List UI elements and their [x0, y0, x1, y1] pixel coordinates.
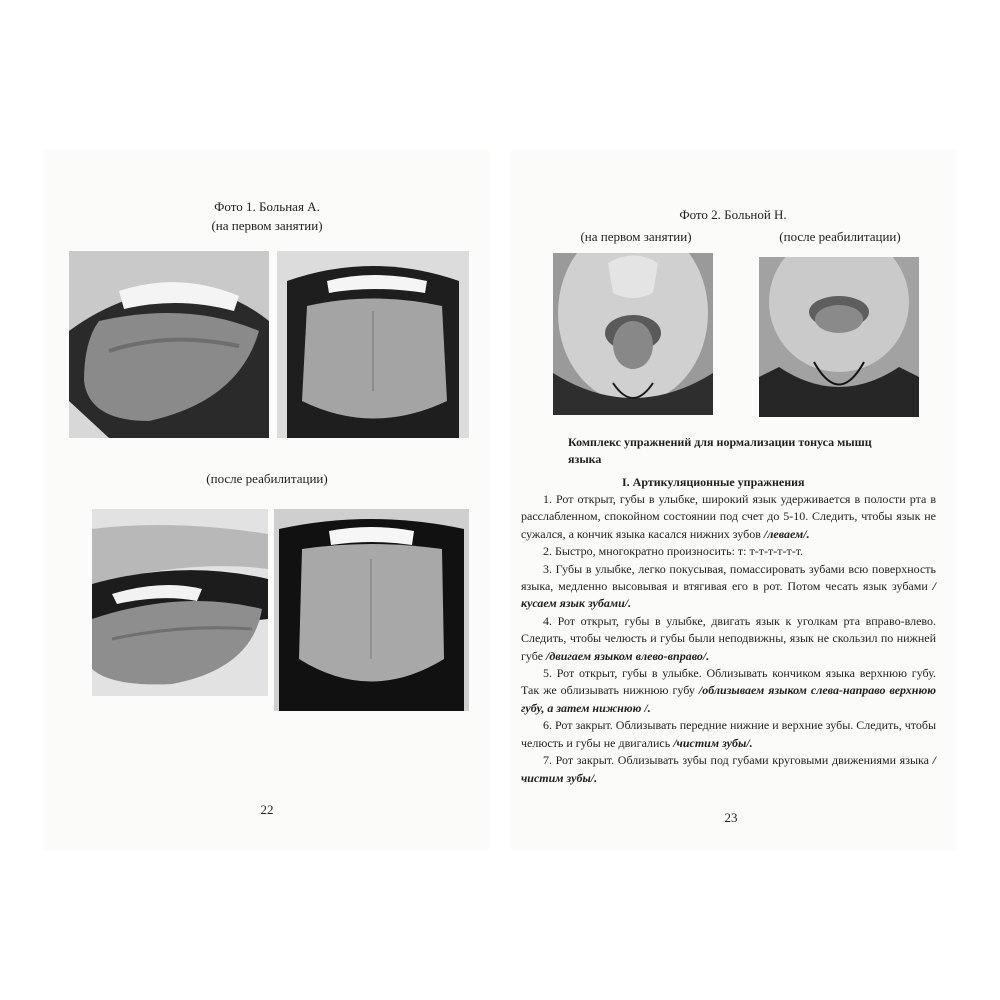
- photo-a-first-front: [277, 251, 469, 438]
- exercise-item: [521, 717, 936, 752]
- photo2-caption: Фото 2. Больной Н.: [679, 207, 787, 222]
- photo1-caption-line1: Фото 1. Больная А.: [214, 199, 320, 214]
- exercise-emphasis: /облизываем языком слева-направо верхнюю губу, а затем нижнюю /.: [521, 683, 936, 715]
- exercise-item: [521, 613, 936, 665]
- exercise-complex-heading-line1: Комплекс упражнений для нормализации тонуса мышц: [568, 435, 872, 449]
- exercise-text: Рот закрыт. Облизывать зубы под губами круговыми движениями языка: [555, 753, 933, 768]
- tongue-side-photo-icon: [92, 509, 268, 696]
- tongue-front-photo-icon: [274, 509, 469, 711]
- exercise-item: [521, 665, 936, 717]
- exercise-item: [521, 491, 936, 543]
- exercise-number: 2.: [543, 544, 552, 559]
- face-photo-icon: [553, 253, 713, 415]
- exercise-item: [521, 543, 936, 560]
- exercise-number: 6.: [543, 718, 552, 733]
- exercise-emphasis: /двигаем языком влево-вправо/.: [546, 648, 710, 663]
- exercise-text: Быстро, многократно произносить: т: т-т-т-т-т-т.: [555, 544, 804, 559]
- exercise-emphasis: /чистим зубы/.: [521, 753, 936, 785]
- first-session-caption: (на первом занятии): [580, 229, 692, 244]
- exercise-number: 3.: [543, 561, 552, 576]
- photo-n-first: [553, 253, 713, 415]
- exercise-emphasis: /леваем/.: [763, 526, 810, 541]
- exercise-number: 5.: [543, 666, 552, 681]
- exercise-text: Рот закрыт. Облизывать передние нижние и верхние зубы. Следить, чтобы челюсть и губы не двигались: [521, 718, 937, 750]
- exercise-number: 4.: [543, 613, 552, 628]
- section-title: I. Артикуляционные упражнения: [622, 475, 805, 489]
- face-photo-icon: [759, 257, 919, 417]
- exercise-text: Рот открыт, губы в улыбке. Облизывать кончиком языка верхнюю губу. Так же облизывать нижнюю губу: [521, 666, 936, 698]
- exercise-text: Рот открыт, губы в улыбке, двигать язык к уголкам рта вправо-влево. Следить, чтобы челюсть и губы были неподвижны, язык не скользил по нижней губе: [521, 613, 936, 663]
- photo-n-after: [759, 257, 919, 417]
- exercise-number: 1.: [543, 492, 552, 506]
- exercise-emphasis: /чистим зубы/.: [673, 735, 753, 750]
- exercise-complex-heading-line2: языка: [568, 452, 602, 466]
- photo-a-first-side: [69, 251, 269, 438]
- exercise-number: 7.: [543, 753, 552, 768]
- exercise-list: [521, 491, 936, 787]
- photo-a-after-front: [274, 509, 469, 711]
- tongue-side-photo-icon: [69, 251, 269, 438]
- photo-a-after-side: [92, 509, 268, 696]
- photo1-caption-line2: (на первом занятии): [211, 218, 323, 233]
- tongue-front-photo-icon: [277, 251, 469, 438]
- exercise-item: [521, 561, 936, 613]
- left-page: [44, 150, 490, 850]
- page-number-left: 22: [260, 802, 274, 817]
- exercise-item: [521, 752, 936, 787]
- exercise-emphasis: /кусаем язык зубами/.: [521, 579, 936, 611]
- exercise-text: Рот открыт, губы в улыбке, широкий язык удерживается в полости рта в расслабленном, спокойном состоянии под счет до 5-10. Следить, чтобы язык не сужался, а кончик языка касался нижних зубов: [521, 492, 937, 541]
- after-rehab-caption-right: (после реабилитации): [779, 229, 901, 244]
- exercise-text: Губы в улыбке, легко покусывая, помассировать зубами всю поверхность языка, медленно высовывая и втягивая его в рот. Потом чесать язык зубами: [521, 561, 937, 594]
- right-page: [510, 150, 956, 850]
- page-number-right: 23: [724, 810, 738, 825]
- after-rehab-caption-left: (после реабилитации): [206, 471, 328, 486]
